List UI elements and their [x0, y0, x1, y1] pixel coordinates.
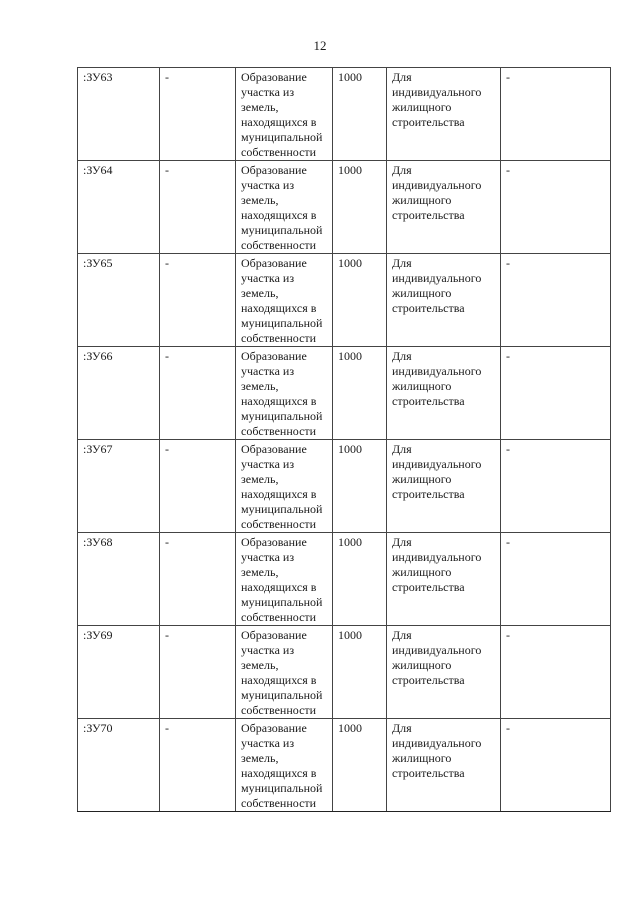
formation-method-cell: Образование участка из земель, находящихся в муниципальной собственности: [236, 440, 333, 533]
area-cell: 1000: [333, 719, 387, 812]
permitted-use-cell: Для индивидуального жилищного строительства: [387, 533, 501, 626]
note-cell: -: [501, 161, 611, 254]
area-cell: 1000: [333, 440, 387, 533]
formation-method-cell: Образование участка из земель, находящихся в муниципальной собственности: [236, 161, 333, 254]
plot-id-cell: :ЗУ68: [78, 533, 160, 626]
area-cell: 1000: [333, 161, 387, 254]
dash-cell: -: [160, 161, 236, 254]
note-cell: -: [501, 533, 611, 626]
plot-id-cell: :ЗУ64: [78, 161, 160, 254]
note-cell: -: [501, 68, 611, 161]
page-number: 12: [313, 38, 327, 53]
area-cell: 1000: [333, 254, 387, 347]
permitted-use-cell: Для индивидуального жилищного строительства: [387, 254, 501, 347]
plot-id-cell: :ЗУ67: [78, 440, 160, 533]
plot-id-cell: :ЗУ69: [78, 626, 160, 719]
table-row: [78, 440, 611, 533]
plot-id-cell: :ЗУ63: [78, 68, 160, 161]
note-cell: -: [501, 347, 611, 440]
plot-id-cell: :ЗУ66: [78, 347, 160, 440]
table-row: [78, 347, 611, 440]
formation-method-cell: Образование участка из земель, находящихся в муниципальной собственности: [236, 626, 333, 719]
formation-method-cell: Образование участка из земель, находящихся в муниципальной собственности: [236, 254, 333, 347]
land-plots-table: [77, 67, 611, 812]
area-cell: 1000: [333, 533, 387, 626]
dash-cell: -: [160, 347, 236, 440]
table-row: [78, 533, 611, 626]
permitted-use-cell: Для индивидуального жилищного строительства: [387, 719, 501, 812]
dash-cell: -: [160, 626, 236, 719]
area-cell: 1000: [333, 626, 387, 719]
dash-cell: -: [160, 440, 236, 533]
dash-cell: -: [160, 254, 236, 347]
table-row: [78, 254, 611, 347]
plot-id-cell: :ЗУ65: [78, 254, 160, 347]
note-cell: -: [501, 719, 611, 812]
formation-method-cell: Образование участка из земель, находящихся в муниципальной собственности: [236, 719, 333, 812]
plot-id-cell: :ЗУ70: [78, 719, 160, 812]
note-cell: -: [501, 626, 611, 719]
dash-cell: -: [160, 719, 236, 812]
permitted-use-cell: Для индивидуального жилищного строительства: [387, 68, 501, 161]
formation-method-cell: Образование участка из земель, находящихся в муниципальной собственности: [236, 533, 333, 626]
note-cell: -: [501, 254, 611, 347]
table-row: [78, 161, 611, 254]
note-cell: -: [501, 440, 611, 533]
formation-method-cell: Образование участка из земель, находящихся в муниципальной собственности: [236, 347, 333, 440]
dash-cell: -: [160, 533, 236, 626]
table-row: [78, 719, 611, 812]
area-cell: 1000: [333, 68, 387, 161]
table-row: [78, 626, 611, 719]
dash-cell: -: [160, 68, 236, 161]
permitted-use-cell: Для индивидуального жилищного строительства: [387, 440, 501, 533]
area-cell: 1000: [333, 347, 387, 440]
permitted-use-cell: Для индивидуального жилищного строительства: [387, 626, 501, 719]
permitted-use-cell: Для индивидуального жилищного строительства: [387, 161, 501, 254]
permitted-use-cell: Для индивидуального жилищного строительства: [387, 347, 501, 440]
formation-method-cell: Образование участка из земель, находящихся в муниципальной собственности: [236, 68, 333, 161]
table-row: [78, 68, 611, 161]
